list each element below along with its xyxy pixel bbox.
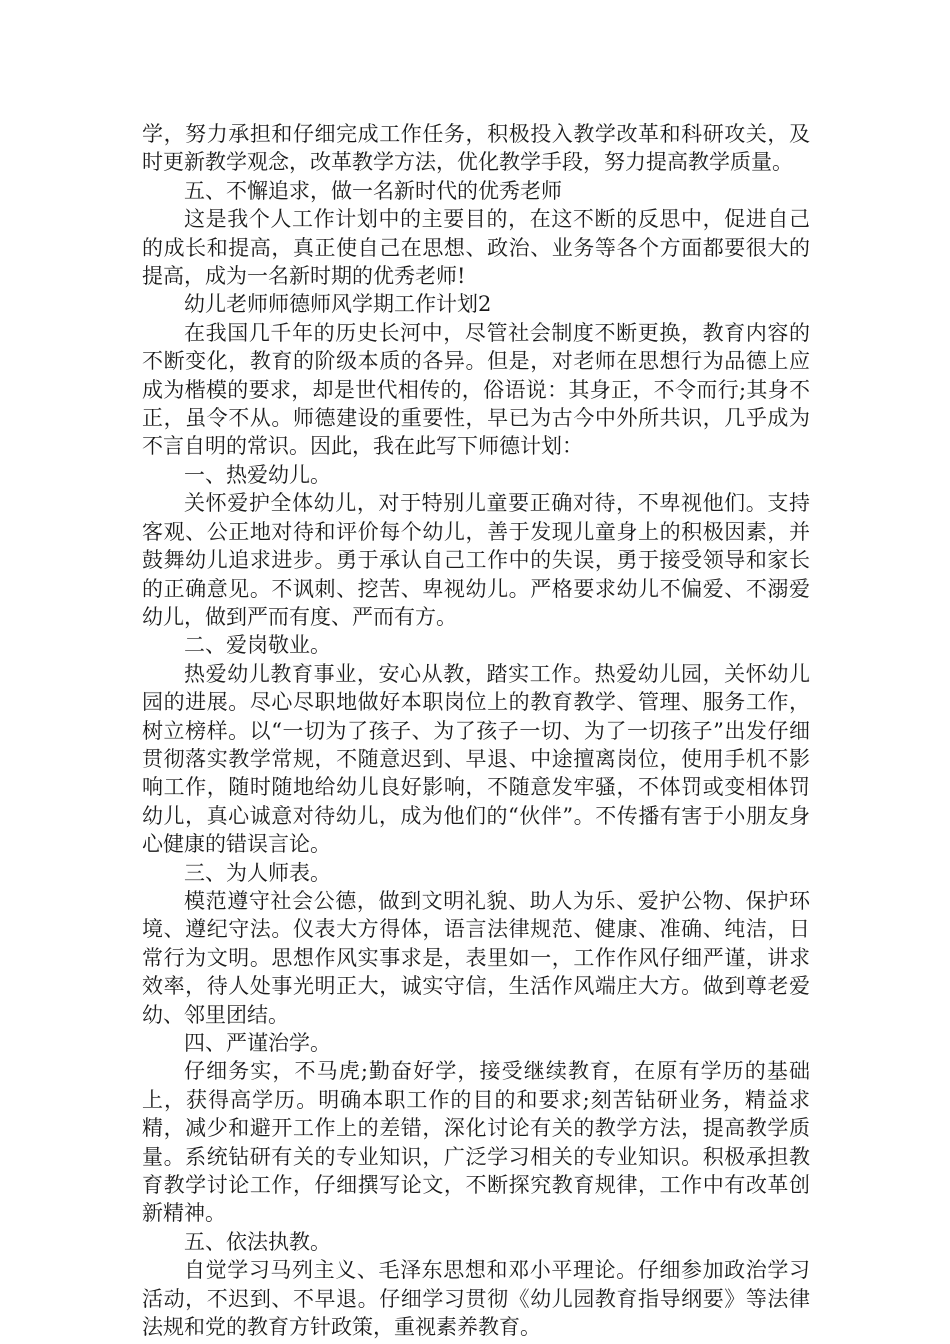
paragraph-intro: 在我国几千年的历史长河中，尽管社会制度不断更换，教育内容的不断变化，教育的阶级本质的各异。但是，对老师在思想行为品德上应成为楷模的要求，却是世代相传的，俗语说：其身正，不令而行;其身不正，虽令不从。师德建设的重要性，早已为古今中外所共识，几乎成为不言自明的常识。因此，我在此写下师德计划： — [142, 320, 810, 459]
section-heading-rigorous-study: 四、严谨治学。 — [184, 1031, 331, 1055]
paragraph-dedication: 热爱幼儿教育事业，安心从教，踏实工作。热爱幼儿园，关怀幼儿园的进展。尽心尽职地做好本职岗位上的教育教学、管理、服务工作，树立榜样。以“一切为了孩子、为了孩子一切、为了一切孩子”出发仔细贯彻落实教学常规，不随意迟到、早退、中途擅离岗位，使用手机不影响工作，随时随地给幼儿良好影响，不随意发牢骚，不体罚或变相体罚幼儿，真心诚意对待幼儿，成为他们的“伙伴”。不传播有害于小朋友身心健康的错误言论。 — [142, 661, 810, 857]
section-heading-dedication: 二、爱岗敬业。 — [184, 633, 331, 658]
document-title-plan-2: 幼儿老师师德师风学期工作计划2 — [184, 292, 492, 317]
paragraph-continuation: 学，努力承担和仔细完成工作任务，积极投入教学改革和科研攻关，及时更新教学观念，改革教学方法，优化教学手段，努力提高教学质量。 — [142, 122, 810, 175]
section-heading-role-model: 三、为人师表。 — [184, 860, 331, 885]
paragraph-lawful-teaching: 自觉学习马列主义、毛泽东思想和邓小平理论。仔细参加政治学习活动，不迟到、不早退。仔细学习贯彻《幼儿园教育指导纲要》等法律法规和党的教育方针政策，重视素养教育。 — [142, 1258, 810, 1340]
section-heading-lawful-teaching: 五、依法执教。 — [184, 1229, 331, 1254]
paragraph-rigorous-study: 仔细务实，不马虎;勤奋好学，接受继续教育，在原有学历的基础上，获得高学历。明确本职工作的目的和要求;刻苦钻研业务，精益求精，减少和避开工作上的差错，深化讨论有关的教学方法，提高教学质量。系统钻研有关的专业知识，广泛学习相关的专业知识。积极承担教育教学讨论工作，仔细撰写论文，不断探究教育规律，工作中有改革创新精神。 — [142, 1059, 810, 1226]
section-heading-love-children: 一、热爱幼儿。 — [184, 462, 331, 487]
document-page — [142, 120, 810, 1341]
section-heading-pursuit: 五、不懈追求，做一名新时代的优秀老师 — [184, 178, 562, 203]
paragraph-goal: 这是我个人工作计划中的主要目的，在这不断的反思中，促进自己的成长和提高，真正使自己在思想、政治、业务等各个方面都要很大的提高，成为一名新时期的优秀老师! — [142, 207, 810, 289]
paragraph-role-model: 模范遵守社会公德，做到文明礼貌、助人为乐、爱护公物、保护环境、遵纪守法。仪表大方得体，语言法律规范、健康、准确、纯洁，日常行为文明。思想作风实事求是，表里如一，工作作风仔细严谨，讲求效率，待人处事光明正大，诚实守信，生活作风端庄大方。做到尊老爱幼、邻里团结。 — [142, 888, 810, 1027]
paragraph-love-children: 关怀爱护全体幼儿，对于特别儿童要正确对待，不卑视他们。支持客观、公正地对待和评价每个幼儿，善于发现儿童身上的积极因素，并鼓舞幼儿追求进步。勇于承认自己工作中的失误，勇于接受领导和家长的正确意见。不讽刺、挖苦、卑视幼儿。严格要求幼儿不偏爱、不溺爱幼儿，做到严而有度、严而有方。 — [142, 491, 810, 629]
